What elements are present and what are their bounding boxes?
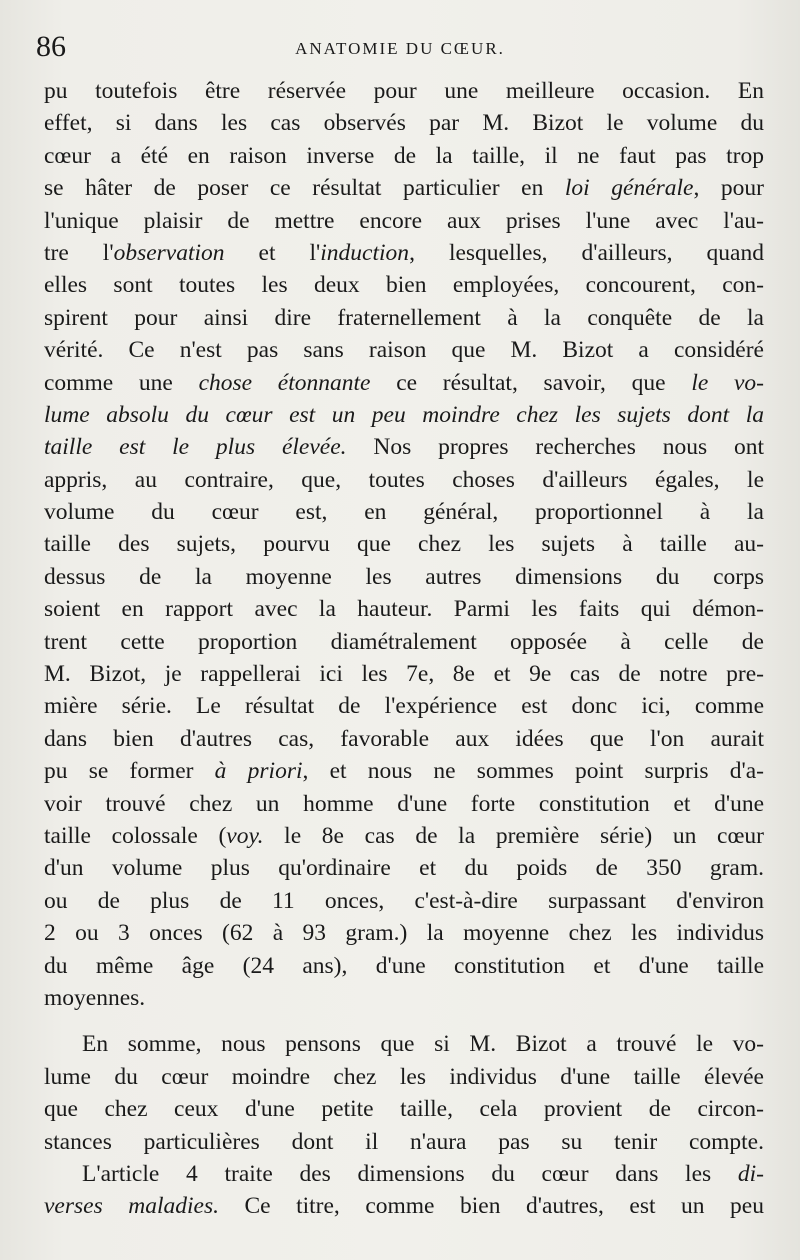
text-line (44, 658, 764, 690)
text-line (44, 269, 764, 301)
italic-text: induction (320, 239, 410, 266)
text-line (44, 1158, 764, 1190)
text-segment: , lesquelles, d'ailleurs, quand (409, 239, 764, 266)
text-segment: spirent pour ainsi dire fraternellement à la conquête de la (44, 304, 764, 331)
italic-text: voy. (226, 822, 264, 849)
text-segment: stances particulières dont il n'aura pas su tenir compte. (44, 1128, 764, 1155)
text-line (44, 820, 764, 852)
paragraph-3 (44, 1158, 764, 1223)
text-line (44, 723, 764, 755)
text-segment: le 8e cas de la première série) un cœur (263, 822, 764, 849)
text-line (44, 237, 764, 269)
text-segment: trent cette proportion diamétralement opposée à celle de (44, 628, 764, 655)
text-line (44, 755, 764, 787)
text-line (44, 982, 764, 1014)
text-line (44, 561, 764, 593)
text-segment: que chez ceux d'une petite taille, cela provient de circon- (44, 1096, 764, 1123)
text-segment: ou de plus de 11 onces, c'est-à-dire surpassant d'environ (44, 887, 764, 914)
text-segment: se hâter de poser ce résultat particulier en (44, 175, 565, 202)
text-segment: l'unique plaisir de mettre encore aux prises l'une avec l'au- (44, 207, 764, 234)
text-line (44, 788, 764, 820)
italic-text: taille est le plus élevée. (44, 434, 347, 461)
text-segment: d'un volume plus qu'ordinaire et du poids de 350 gram. (44, 855, 764, 882)
text-segment: taille colossale ( (44, 822, 227, 849)
text-line (44, 1093, 764, 1125)
text-segment: dans bien d'autres cas, favorable aux idées que l'on aurait (44, 725, 764, 752)
italic-text: verses maladies. (44, 1193, 219, 1220)
text-line (44, 1190, 764, 1222)
text-line (44, 399, 764, 431)
text-line (44, 1126, 764, 1158)
text-segment: comme une (44, 369, 199, 396)
text-segment: et l' (224, 239, 321, 266)
text-segment: volume du cœur est, en général, proportionnel à la (44, 499, 764, 526)
text-line (44, 334, 764, 366)
text-segment: mière série. Le résultat de l'expérience est donc ici, comme (44, 693, 764, 720)
text-line (44, 172, 764, 204)
text-line (44, 140, 764, 172)
text-line (44, 205, 764, 237)
text-segment: L'article 4 traite des dimensions du cœur dans les (82, 1160, 738, 1187)
text-segment: ce résultat, savoir, que (370, 369, 692, 396)
text-line (44, 75, 764, 107)
text-segment: vérité. Ce n'est pas sans raison que M. Bizot a considéré (44, 337, 764, 364)
text-line (44, 593, 764, 625)
text-line (44, 496, 764, 528)
text-line (44, 917, 764, 949)
text-line (44, 626, 764, 658)
text-segment: taille des sujets, pourvu que chez les sujets à taille au- (44, 531, 764, 558)
paragraph-2 (44, 1028, 764, 1158)
text-segment: M. Bizot, je rappellerai ici les 7e, 8e et 9e cas de notre pre- (44, 661, 764, 688)
text-line (44, 528, 764, 560)
text-segment: moyennes. (44, 984, 146, 1011)
text-segment: cœur a été en raison inverse de la taille, il ne faut pas trop (44, 142, 764, 169)
text-segment: effet, si dans les cas observés par M. Bizot le volume du (44, 110, 764, 137)
italic-text: à priori (214, 758, 303, 785)
text-line (44, 1028, 764, 1060)
text-segment: soient en rapport avec la hauteur. Parmi les faits qui démon- (44, 596, 764, 623)
text-segment: appris, au contraire, que, toutes choses d'ailleurs égales, le (44, 466, 764, 493)
text-segment: tre l' (44, 239, 114, 266)
page-header (36, 30, 764, 64)
italic-text: chose étonnante (198, 369, 371, 396)
text-line (44, 690, 764, 722)
text-line (44, 885, 764, 917)
text-segment: , et nous ne sommes point surpris d'a- (302, 758, 764, 785)
text-segment: dessus de la moyenne les autres dimensions du corps (44, 563, 764, 590)
italic-text: loi générale (564, 175, 694, 202)
paragraph-gap (44, 1014, 764, 1028)
text-segment: , pour (693, 175, 764, 202)
text-line (44, 852, 764, 884)
italic-text: di- (737, 1160, 764, 1187)
text-segment: voir trouvé chez un homme d'une forte constitution et d'une (44, 790, 764, 817)
text-line (44, 950, 764, 982)
italic-text: le vo- (691, 369, 764, 396)
text-line (44, 302, 764, 334)
paragraph-1 (44, 75, 764, 1014)
text-segment: 2 ou 3 onces (62 à 93 gram.) la moyenne chez les individus (44, 920, 764, 947)
page-number: 86 (36, 30, 66, 63)
text-segment: elles sont toutes les deux bien employées, concourent, con- (44, 272, 764, 299)
running-head: ANATOMIE DU CŒUR. (295, 39, 505, 58)
body-text (44, 75, 764, 1223)
text-line (44, 464, 764, 496)
text-line (44, 1061, 764, 1093)
text-line (44, 107, 764, 139)
text-segment: En somme, nous pensons que si M. Bizot a trouvé le vo- (82, 1031, 764, 1058)
text-segment: Ce titre, comme bien d'autres, est un peu (218, 1193, 764, 1220)
italic-text: lume absolu du cœur est un peu moindre chez les sujets dont la (44, 401, 764, 428)
text-segment: pu toutefois être réservée pour une meilleure occasion. En (44, 78, 764, 104)
text-segment: pu se former (44, 758, 215, 785)
text-segment: du même âge (24 ans), d'une constitution et d'une taille (44, 952, 764, 979)
text-segment: lume du cœur moindre chez les individus d'une taille élevée (44, 1063, 764, 1090)
text-segment: Nos propres recherches nous ont (346, 434, 764, 461)
italic-text: observation (113, 239, 225, 266)
text-line (44, 367, 764, 399)
text-line (44, 431, 764, 463)
